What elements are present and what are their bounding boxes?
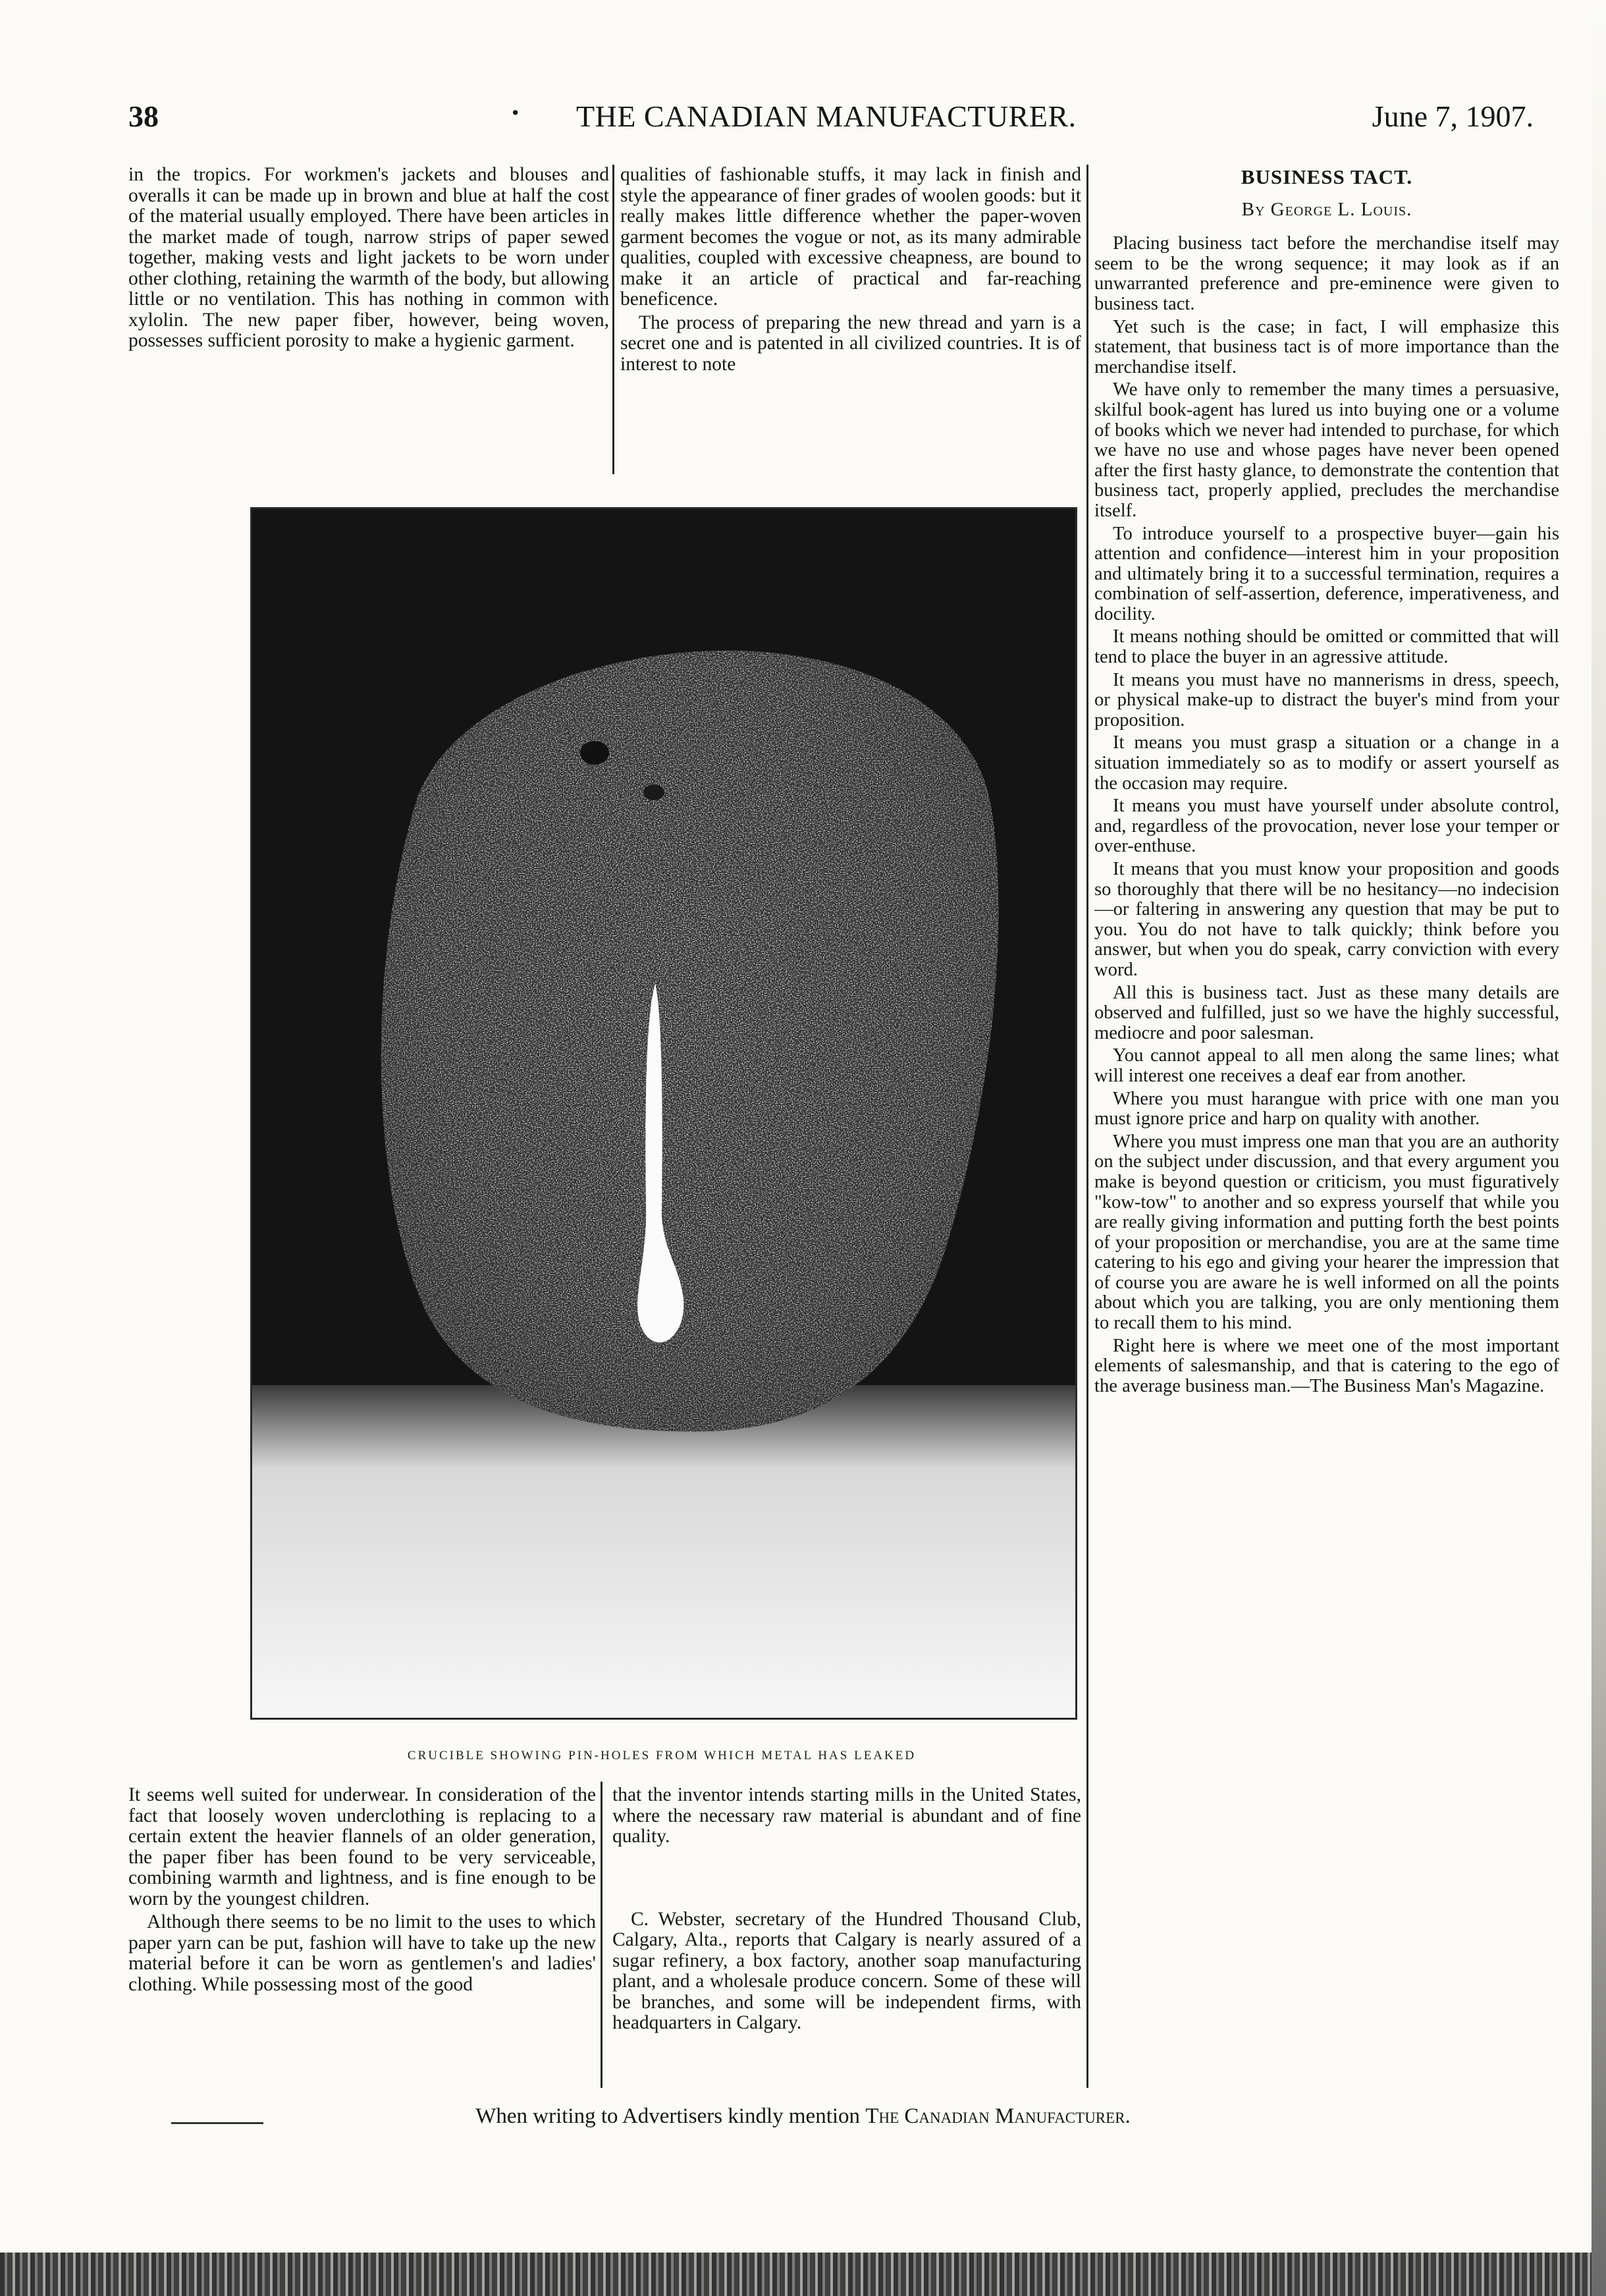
footer-journal-name: The Canadian Manufacturer. [865,2104,1131,2128]
business-tact-article [1094,165,1559,1396]
crucible-photograph [250,507,1077,1720]
paragraph: It means that you must know your proposition and goods so thoroughly that there will be no hesitancy—no indecision—or faltering in answering any question that may be put to you. You do not have to talk quickly; think before you answer, but when you do speak, carry conviction with every word. [1094,859,1559,980]
paragraph: You cannot appeal to all men along the same lines; what will interest one receives a deaf ear from another. [1094,1045,1559,1086]
paragraph: It means you must grasp a situation or a change in a situation immediately so as to modify or assert yourself as the occasion may require. [1094,732,1559,794]
paragraph: It means you must have yourself under absolute control, and, regardless of the provocation, never lose your temper or over-enthuse. [1094,796,1559,857]
page-footer [0,2104,1606,2129]
crucible-surface-texture [381,651,999,1432]
paragraph: To introduce yourself to a prospective buyer—gain his attention and confidence—interest him in your proposition and ultimately bring it to a successful termination, requires a combination of self-assertion, deference, imperativeness, and docility. [1094,523,1559,624]
footer-text: When writing to Advertisers kindly mention [475,2104,866,2128]
crucible-image [252,509,1075,1718]
paragraph: Where you must impress one man that you are an authority on the subject under discussion, and that every argument you make is beyond question or criticism, you must figuratively "kow-tow" to another and so express yourself that while you are really giving information and putting forth the best points of your proposition or merchandise, you are at the same time catering to his ego and giving your hearer the impression that of course you are aware he is well informed on all the points about which you are talking, you are only mentioning them to recall them to his mind. [1094,1131,1559,1334]
article-paper-column-3 [128,1785,596,1995]
paragraph: It seems well suited for underwear. In consideration of the fact that loosely woven underclothing is replacing to a certain extent the heavier flannels of an older generation, the paper fiber has been found to be very serviceable, combining warmth and lightness, and is fine enough to be worn by the youngest children. [128,1784,596,1909]
news-item-calgary: C. Webster, secretary of the Hundred Thousand Club, Calgary, Alta., reports that Calgary is nearly assured of a sugar refinery, a box factory, another soap manufacturing plant, and a wholesale produce concern. Some of these will be branches, and some will be independent firms, with headquarters in Calgary. [612,1908,1081,2033]
article-paper-column-1 [128,165,609,352]
paragraph: Placing business tact before the merchandise itself may seem to be the wrong sequence; it may look as if an unwarranted preference and pre-eminence were given to business tact. [1094,233,1559,314]
paragraph: It means nothing should be omitted or committed that will tend to place the buyer in an agressive attitude. [1094,626,1559,668]
paragraph: Where you must harangue with price with one man you must ignore price and harp on quality with another. [1094,1088,1559,1130]
paragraph: in the tropics. For workmen's jackets and blouses and overalls it can be made up in brown and blue at half the cost of the material usually employed. There have been articles in the market made of tough, narrow strips of paper sewed together, making vests and light jackets to be worn under other clothing, retaining the warmth of the body, but allowing little or no ventilation. This has nothing in common with xylolin. The new paper fiber, however, being woven, possesses sufficient porosity to make a hygienic garment. [128,164,609,351]
column-rule-left [612,165,614,474]
running-head [128,96,1553,138]
article-paper-column-2 [620,165,1081,375]
page-number: 38 [128,99,159,133]
paragraph: It means you must have no mannerisms in dress, speech, or physical make-up to distract the buyer's mind from your proposition. [1094,669,1559,730]
pin-hole [580,741,609,765]
head-dot: · [510,96,521,129]
column-rule-right [1086,165,1088,2088]
section-divider [612,1887,1081,1903]
paragraph: Yet such is the case; in fact, I will emphasize this statement, that business tact is of more importance than the merchandise itself. [1094,316,1559,377]
article-title: BUSINESS TACT. [1241,165,1413,188]
issue-date: June 7, 1907. [1372,99,1534,133]
figure-caption: CRUCIBLE SHOWING PIN-HOLES FROM WHICH METAL HAS LEAKED [407,1749,917,1763]
journal-title: THE CANADIAN MANUFACTURER. [576,99,1077,133]
pin-hole [643,784,664,800]
scan-edge-bottom [0,2253,1606,2296]
paragraph: The process of preparing the new thread and yarn is a secret one and is patented in all civilized countries. It is of interest to note [620,312,1081,375]
paragraph: qualities of fashionable stuffs, it may lack in finish and style the appearance of finer grades of woolen goods: but it really makes little difference whether the paper-woven garment becomes the vogue or not, as its many admirable qualities, coupled with excessive cheapness, are bound to make it an article of practical and far-reaching beneficence. [620,164,1081,310]
column-rule-bottom [601,1782,602,2088]
paragraph: that the inventor intends starting mills in the United States, where the necessary raw material is abundant and of fine quality. [612,1784,1081,1847]
paragraph: Although there seems to be no limit to the uses to which paper yarn can be put, fashion will have to take up the new material before it can be worn as gentlemen's and ladies' clothing. While possessing most of the good [128,1911,596,1995]
paragraph: Right here is where we meet one of the most important elements of salesmanship, and that is catering to the ego of the average business man.—The Business Man's Magazine. [1094,1335,1559,1396]
paragraph: We have only to remember the many times a persuasive, skilful book-agent has lured us into buying one or a volume of books which we never had intended to purchase, for which we have no use and whose pages have never been opened after the first hasty glance, to demonstrate the contention that business tact, properly applied, precludes the merchandise itself. [1094,379,1559,521]
scan-edge-right [1592,0,1606,2296]
paragraph: All this is business tact. Just as these many details are observed and fulfilled, just so we have the highly successful, mediocre and poor salesman. [1094,982,1559,1043]
article-paper-column-4 [612,1785,1081,2034]
article-byline: By George L. Louis. [1241,198,1412,220]
